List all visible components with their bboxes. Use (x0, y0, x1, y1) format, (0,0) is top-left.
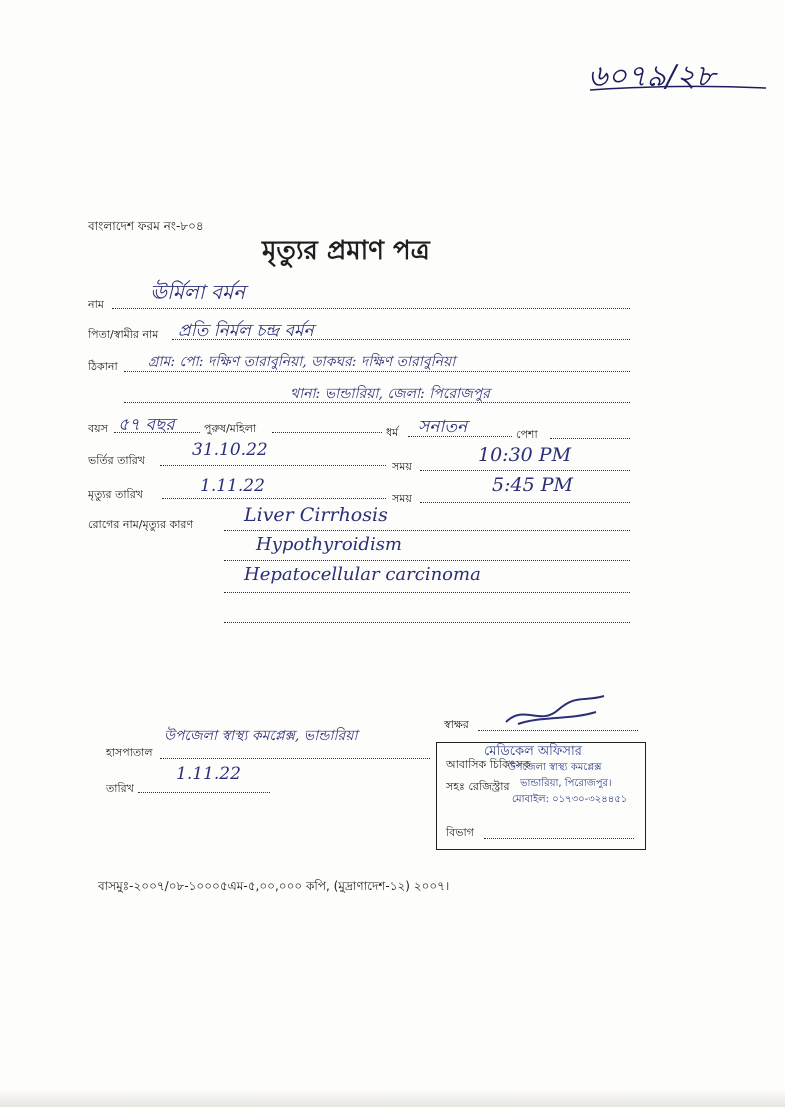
signature-scribble (500, 692, 610, 732)
admission-time-label: সময় (392, 460, 412, 473)
department-line (484, 838, 634, 839)
stamp-line-2: ভান্ডারিয়া, পিরোজপুর। (520, 778, 612, 789)
death-time-value: 5:45 PM (492, 474, 573, 496)
print-info-footer: বাসমুঃ-২০০৭/০৮-১০০০৫এম-৫,০০,০০০ কপি, (মুদ্রাণাদেশ-১২) ২০০৭। (98, 879, 450, 893)
cause-label: রোগের নাম/মৃত্যুর কারণ (88, 518, 194, 531)
address-value-1: গ্রাম: পো: দক্ষিণ তারাবুনিয়া, ডাকঘর: দক্ষিণ তারাবুনিয়া (148, 354, 456, 370)
cause-value-2: Hypothyroidism (256, 534, 403, 555)
signature-label: স্বাক্ষর (444, 718, 469, 731)
name-value: ঊর্মিলা বর্মন (150, 280, 246, 304)
stamp-title: মেডিকেল অফিসার (484, 744, 582, 759)
cause-value-1: Liver Cirrhosis (244, 504, 388, 526)
hospital-value: উপজেলা স্বাস্থ্য কমপ্লেক্স, ভান্ডারিয়া (164, 728, 358, 744)
death-date-value: 1.11.22 (200, 476, 265, 496)
date-line (138, 792, 270, 793)
page-bottom-edge (0, 1090, 785, 1107)
admission-time-line (420, 470, 630, 471)
admission-date-value: 31.10.22 (192, 440, 268, 460)
date-value: 1.11.22 (176, 764, 241, 784)
reference-underline (588, 82, 768, 96)
registrar-label: সহঃ রেজিস্ট্রার (446, 780, 510, 793)
gender-line (272, 432, 382, 433)
address-label: ঠিকানা (88, 360, 118, 373)
cause-line-1 (224, 530, 630, 531)
cause-value-3: Hepatocellular carcinoma (244, 564, 481, 585)
designation-label: আবাসিক চিকিৎসক (446, 758, 531, 771)
department-label: বিভাগ (446, 826, 474, 839)
address-value-2: থানা: ভান্ডারিয়া, জেলা: পিরোজপুর (290, 386, 490, 402)
admission-date-line (160, 465, 386, 466)
hospital-label: হাসপাতাল (106, 746, 153, 759)
death-time-line (420, 502, 630, 503)
age-label: বয়স (88, 422, 108, 435)
death-time-label: সময় (392, 492, 412, 505)
admission-time-value: 10:30 PM (478, 444, 572, 466)
death-date-line (162, 498, 386, 499)
admission-date-label: ভর্তির তারিখ (88, 454, 146, 467)
cause-line-4 (224, 622, 630, 623)
occupation-label: পেশা (516, 428, 538, 441)
date-label: তারিখ (106, 782, 134, 795)
stamp-line-1: উপজেলা স্বাস্থ্য কমপ্লেক্স (508, 762, 602, 773)
death-date-label: মৃত্যুর তারিখ (88, 488, 143, 501)
father-name-value: প্রতি নির্মল চন্দ্র বর্মন (178, 321, 314, 341)
reference-number: ৬০৭৯/২৮ (588, 59, 716, 94)
page-title: মৃত্যুর প্রমাণ পত্র (262, 236, 430, 266)
cause-line-2 (224, 560, 630, 561)
stamp-line-3: মোবাইল: ০১৭৩০-৩২৪৪৫১ (512, 794, 628, 805)
age-value: ৫৭ বছর (118, 415, 175, 435)
name-label: নাম (88, 298, 104, 311)
form-number: বাংলাদেশ ফরম নং-৮০৪ (88, 219, 204, 233)
occupation-line (550, 438, 630, 439)
religion-label: ধর্ম (386, 426, 399, 439)
religion-value: সনাতন (418, 417, 468, 437)
hospital-line (160, 758, 430, 759)
cause-line-3 (224, 592, 630, 593)
father-name-label: পিতা/স্বামীর নাম (88, 328, 159, 341)
gender-label: পুরুষ/মহিলা (204, 422, 257, 435)
